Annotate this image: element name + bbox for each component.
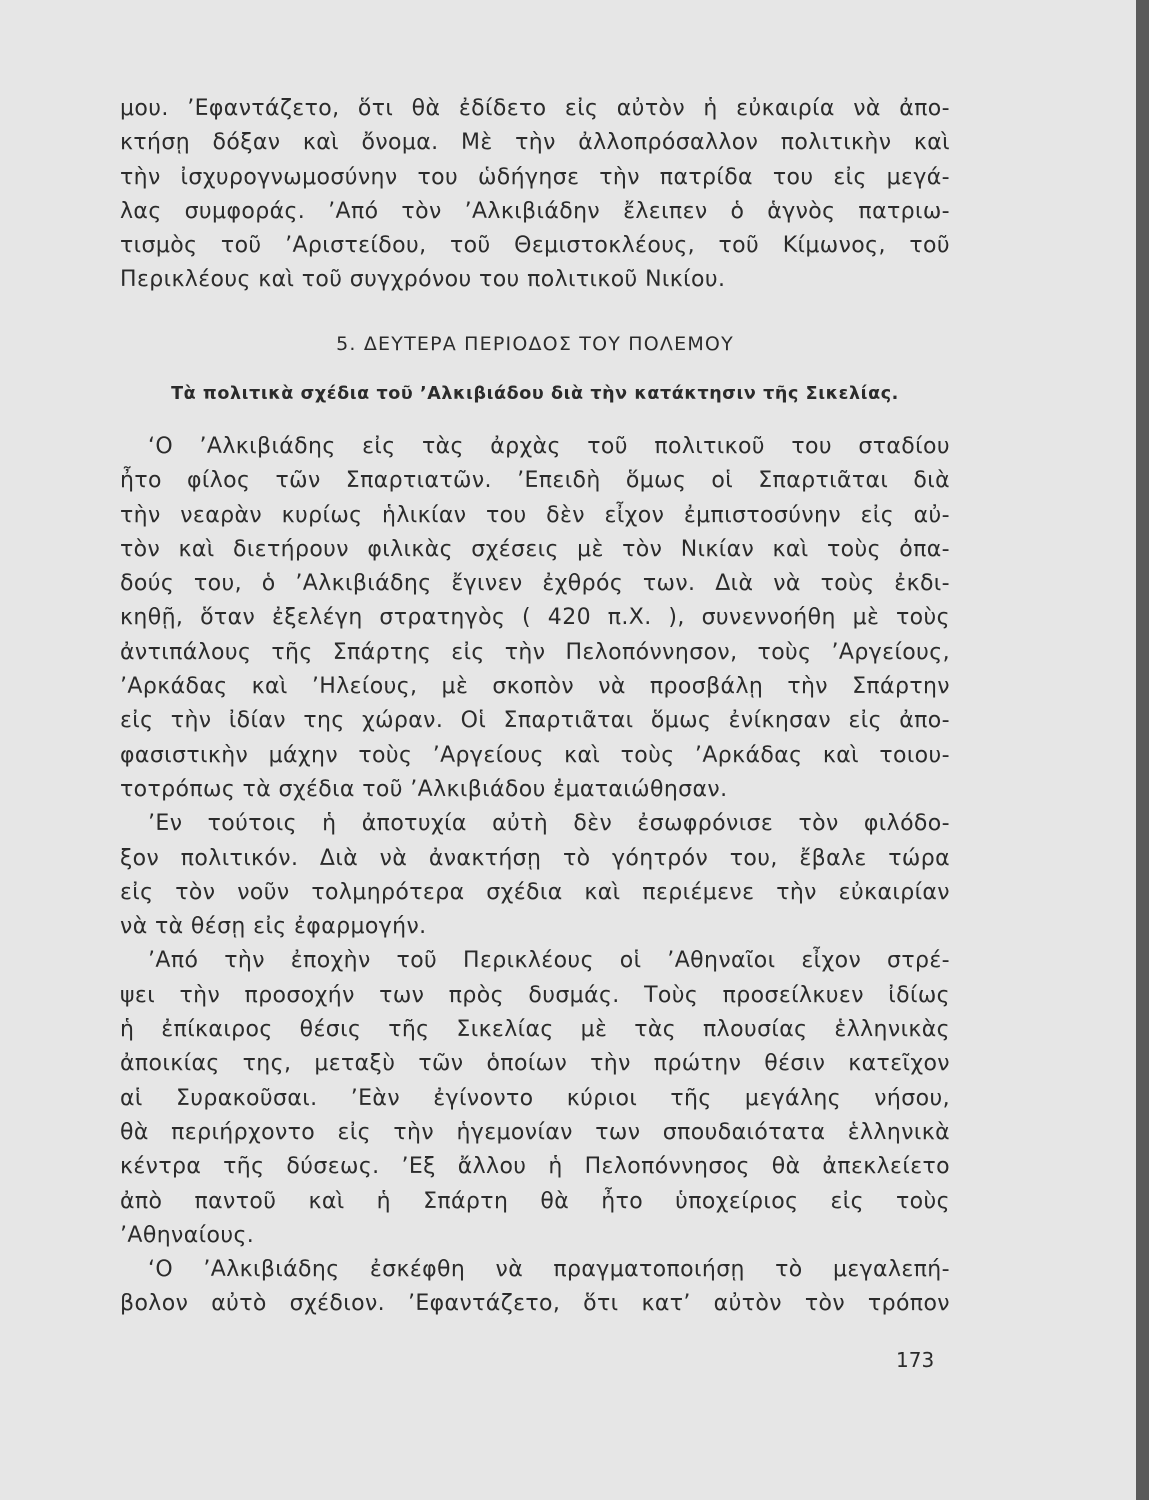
text-line: μου. ’Εφαντάζετο, ὅτι θὰ ἐδίδετο εἰς αὐτὸν ἡ εὐκαιρία νὰ ἀπο- [120, 96, 950, 121]
text-line: λας συμφοράς. ’Από τὸν ’Αλκιβιάδην ἔλειπεν ὁ ἁγνὸς πατριω- [120, 198, 950, 224]
text-line: ἦτο φίλος τῶν Σπαρτιατῶν. ’Επειδὴ ὅμως οἱ Σπαρτιᾶται διὰ [120, 468, 950, 494]
text-line: ἡ ἐπίκαιρος θέσις τῆς Σικελίας μὲ τὰς πλουσίας ἑλληνικὰς [120, 1017, 950, 1043]
body-text [120, 430, 950, 1322]
text-line: τὸν καὶ διετήρουν φιλικὰς σχέσεις μὲ τὸν Νικίαν καὶ τοὺς ὀπα- [120, 536, 950, 562]
text-line: θὰ περιήρχοντο εἰς τὴν ἡγεμονίαν των σπουδαιότατα ἑλληνικὰ [120, 1119, 950, 1145]
text-line: ἀπὸ παντοῦ καὶ ἡ Σπάρτη θὰ ἦτο ὑποχείριος εἰς τοὺς [120, 1188, 950, 1214]
text-line: κηθῇ, ὅταν ἐξελέγη στρατηγὸς ( 420 π.Χ. ), συνεννοήθη μὲ τοὺς [120, 605, 950, 631]
text-line: ‘Ο ’Αλκιβιάδης εἰς τὰς ἀρχὰς τοῦ πολιτικοῦ του σταδίου [148, 434, 950, 459]
text-line: τὴν ἰσχυρογνωμοσύνην του ὡδήγησε τὴν πατρίδα του εἰς μεγά- [120, 164, 950, 190]
text-line: ξον πολιτικόν. Διὰ νὰ ἀνακτήσῃ τὸ γόητρόν του, ἔβαλε τώρα [120, 845, 950, 871]
text-line: ἀποικίας της, μεταξὺ τῶν ὁποίων τὴν πρώτην θέσιν κατεῖχον [120, 1051, 950, 1077]
page-number: 173 [896, 1348, 935, 1372]
opening-paragraph [120, 92, 950, 298]
text-line: ’Αρκάδας καὶ ’Ηλείους, μὲ σκοπὸν νὰ προσβάλῃ τὴν Σπάρτην [120, 674, 950, 700]
text-line: ‘Ο ’Αλκιβιάδης ἐσκέφθη νὰ πραγματοποιήσῃ τὸ μεγαλεπή- [148, 1257, 950, 1283]
text-line: εἰς τὴν ἰδίαν της χώραν. Οἱ Σπαρτιᾶται ὅμως ἐνίκησαν εἰς ἀπο- [120, 708, 950, 734]
text-line: ’Αθηναίους. [120, 1222, 255, 1248]
section-subheading: Τὰ πολιτικὰ σχέδια τοῦ ’Αλκιβιάδου διὰ τὴν κατάκτησιν τῆς Σικελίας. [171, 384, 899, 404]
text-line: ’Από τὴν ἐποχὴν τοῦ Περικλέους οἱ ’Αθηναῖοι εἶχον στρέ- [148, 948, 950, 974]
text-line: τοτρόπως τὰ σχέδια τοῦ ’Αλκιβιάδου ἐματαιώθησαν. [120, 776, 728, 802]
text-line: ἀντιπάλους τῆς Σπάρτης εἰς τὴν Πελοπόννησον, τοὺς ’Αργείους, [120, 639, 950, 665]
text-line: δούς του, ὁ ’Αλκιβιάδης ἔγινεν ἐχθρός των. Διὰ νὰ τοὺς ἐκδι- [120, 571, 950, 597]
text-line: νὰ τὰ θέσῃ εἰς ἐφαρμογήν. [120, 914, 427, 940]
text-line: εἰς τὸν νοῦν τολμηρότερα σχέδια καὶ περιέμενε τὴν εὐκαιρίαν [120, 879, 950, 905]
text-line: κέντρα τῆς δύσεως. ’Εξ ἄλλου ἡ Πελοπόννησος θὰ ἀπεκλείετο [120, 1154, 950, 1180]
text-line: βολον αὐτὸ σχέδιον. ’Εφαντάζετο, ὅτι κατ’ αὐτὸν τὸν τρόπον [120, 1291, 950, 1317]
text-line: τὴν νεαρὰν κυρίως ἡλικίαν του δὲν εἶχον ἐμπιστοσύνην εἰς αὐ- [120, 502, 950, 528]
section-heading: 5. ΔΕΥΤΕΡΑ ΠΕΡΙΟΔΟΣ ΤΟΥ ΠΟΛΕΜΟΥ [336, 333, 734, 355]
text-line: φασιστικὴν μάχην τοὺς ’Αργείους καὶ τοὺς ’Αρκάδας καὶ τοιου- [120, 742, 950, 768]
book-binding-edge [1136, 0, 1149, 1500]
text-line: αἱ Συρακοῦσαι. ’Εὰν ἐγίνοντο κύριοι τῆς μεγάλης νήσου, [120, 1085, 950, 1111]
text-line: ’Εν τούτοις ἡ ἀποτυχία αὐτὴ δὲν ἐσωφρόνισε τὸν φιλόδο- [148, 811, 950, 837]
text-line: κτήσῃ δόξαν καὶ ὄνομα. Μὲ τὴν ἀλλοπρόσαλλον πολιτικὴν καὶ [120, 130, 950, 156]
text-line: τισμὸς τοῦ ’Αριστείδου, τοῦ Θεμιστοκλέους, τοῦ Κίμωνος, τοῦ [120, 233, 950, 259]
text-line: Περικλέους καὶ τοῦ συγχρόνου του πολιτικοῦ Νικίου. [120, 267, 726, 293]
text-line: ψει τὴν προσοχήν των πρὸς δυσμάς. Τοὺς προσείλκυεν ἰδίως [120, 982, 950, 1008]
